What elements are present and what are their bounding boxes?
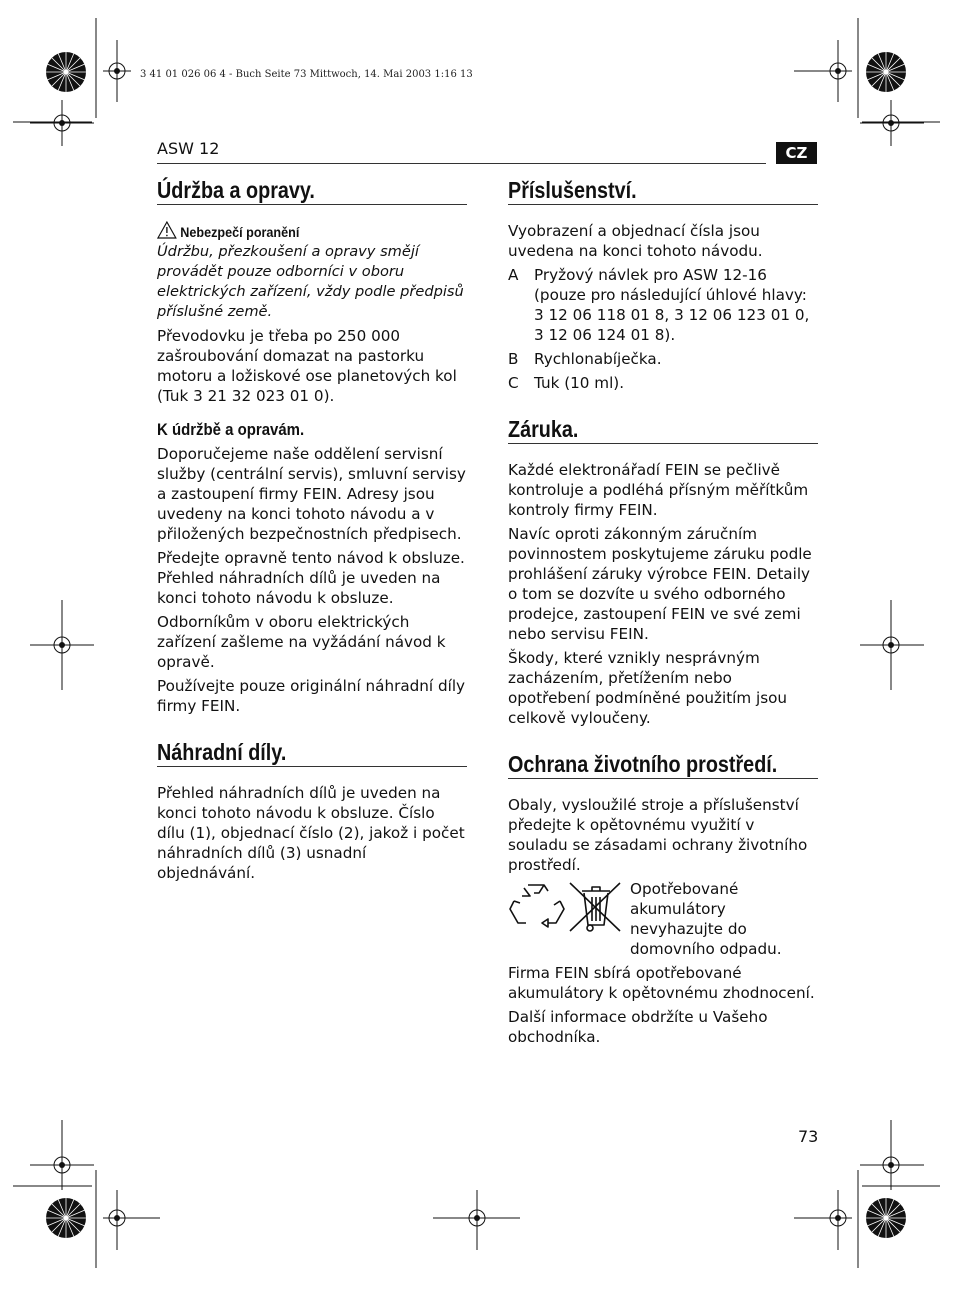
paragraph: Předejte opravně tento návod k obsluze. Přehled náhradních dílů je uveden na konci tohoto návodu k obsluze.	[157, 549, 465, 607]
item-text: Pryžový návlek pro ASW 12-16 (pouze pro následující úhlové hlavy: 3 12 06 118 01 8, 3 12 06 123 01 0, 3 12 06 124 01 8).	[534, 266, 810, 344]
paragraph: Odborníkům v oboru elektrických zařízení zašleme na vyžádání návod k opravě.	[157, 613, 446, 671]
paragraph: Firma FEIN sbírá opotřebované akumulátory k opětovnému zhodnocení.	[508, 964, 815, 1002]
right-column	[508, 176, 818, 1051]
language-badge: CZ	[776, 142, 817, 164]
heading-rule	[157, 204, 467, 205]
disposal-icons	[508, 879, 624, 935]
heading-maintenance: Údržba a opravy.	[157, 177, 315, 203]
paragraph: Navíc oproti zákonným záručním povinnostem poskytujeme záruku podle prohlášení záruky výrobce FEIN. Detaily o tom se dozvíte u svého odborného prodejce, zastoupení FEIN ve své zemi nebo servisu FEIN.	[508, 525, 812, 643]
heading-warranty: Záruka.	[508, 416, 579, 442]
item-text: Rychlonabíječka.	[534, 350, 662, 368]
paragraph: Obaly, vysloužilé stroje a příslušenství předejte k opětovnému využití v souladu se zásadami ochrany životního prostředí.	[508, 796, 808, 874]
model-header: ASW 12	[157, 139, 220, 158]
section-spare-parts	[157, 738, 467, 883]
heading-spare-parts: Náhradní díly.	[157, 739, 287, 765]
paragraph: Další informace obdržíte u Vašeho obchodníka.	[508, 1008, 768, 1046]
print-slug: 3 41 01 026 06 4 - Buch Seite 73 Mittwoch, 14. Mai 2003 1:16 13	[140, 69, 473, 80]
list-item	[508, 265, 818, 345]
recycling-icon	[508, 879, 566, 931]
section-environment	[508, 750, 818, 1047]
heading-rule	[508, 443, 818, 444]
heading-accessories: Příslušenství.	[508, 177, 637, 203]
item-label: B	[508, 350, 519, 368]
list-item	[508, 349, 818, 369]
section-warranty	[508, 415, 818, 728]
heading-rule	[508, 778, 818, 779]
warning-triangle-icon	[157, 221, 177, 239]
paragraph: Škody, které vznikly nesprávným zacházením, přetížením nebo opotřebení podmíněné použitím jsou celkově vyloučeny.	[508, 649, 788, 727]
warning-title	[157, 221, 436, 242]
left-column	[157, 176, 467, 887]
item-text: Tuk (10 ml).	[534, 374, 625, 392]
heading-rule	[508, 204, 818, 205]
warning-title-text: Nebezpečí poranění	[180, 224, 300, 240]
paragraph: Přehled náhradních dílů je uveden na konci tohoto návodu k obsluze. Číslo dílu (1), objednací číslo (2), jakož i počet náhradních dílů (3) usnadní objednávání.	[157, 784, 465, 882]
heading-rule	[157, 766, 467, 767]
item-label: C	[508, 374, 519, 392]
list-item	[508, 373, 818, 393]
subheading-service: K údržbě a opravám.	[157, 420, 305, 439]
warning-text: Údržbu, přezkoušení a opravy smějí provádět pouze odborníci v oboru elektrických zařízení, vždy podle předpisů příslušné země.	[157, 243, 464, 320]
paragraph: Každé elektronářadí FEIN se pečlivě kontroluje a podléhá přísným měřítkům kontroly firmy FEIN.	[508, 461, 809, 519]
paragraph: Převodovku je třeba po 250 000 zašroubování domazat na pastorku motoru a ložiskové ose planetových kol (Tuk 3 21 32 023 01 0).	[157, 327, 457, 405]
paragraph: Vyobrazení a objednací čísla jsou uvedena na konci tohoto návodu.	[508, 222, 763, 260]
paragraph: Doporučejeme naše oddělení servisní služby (centrální servis), smluvní servisy a zastoupení firmy FEIN. Adresy jsou uvedeny na konci tohoto návodu a v přiložených bezpečnostních předpisech.	[157, 445, 466, 543]
crossed-bin-icon	[566, 879, 624, 935]
page-number: 73	[798, 1127, 819, 1146]
item-label: A	[508, 266, 519, 284]
disposal-notice	[508, 879, 818, 959]
disposal-text: Opotřebované akumulátory nevyhazujte do domovního odpadu.	[630, 880, 782, 958]
heading-environment: Ochrana životního prostředí.	[508, 751, 778, 777]
paragraph: Používejte pouze originální náhradní díly firmy FEIN.	[157, 677, 466, 715]
header-rule	[157, 163, 766, 164]
